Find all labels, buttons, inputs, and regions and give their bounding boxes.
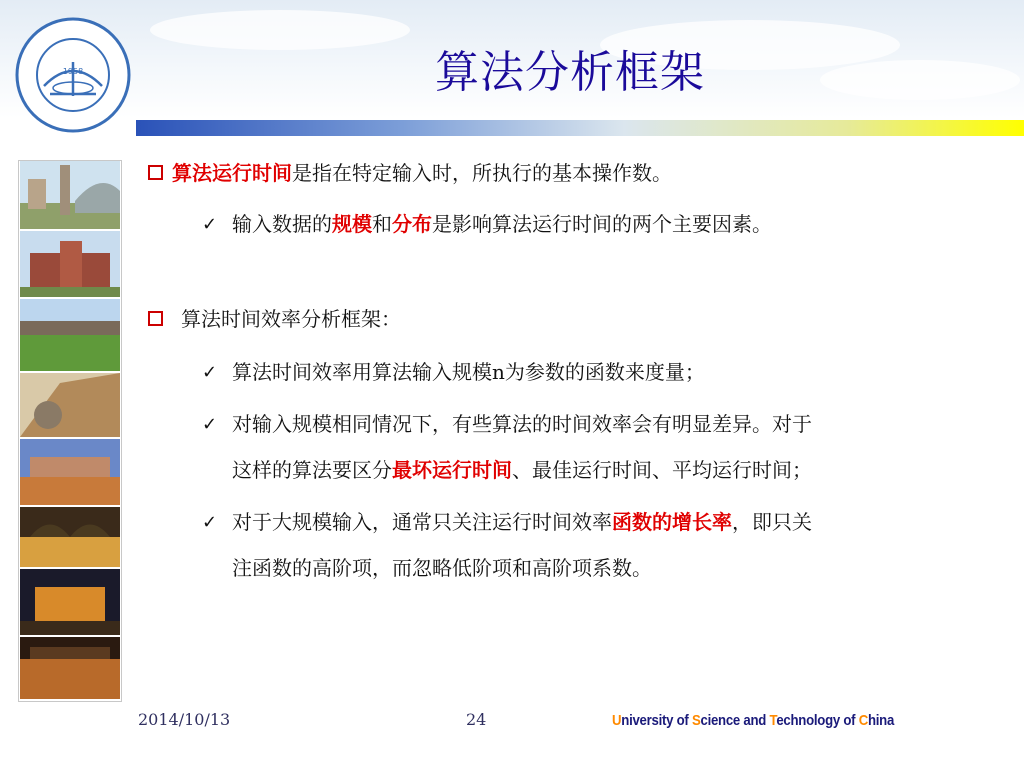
campus-photo [20,373,120,437]
campus-photo [20,299,120,371]
term-running-time: 算法运行时间 [172,161,292,185]
highlight-worst-case: 最坏运行时间 [392,458,512,482]
sub-bullet-cases-line1: 对输入规模相同情况下，有些算法的时间效率会有明显差异。对于 [232,412,812,436]
campus-photo [20,231,120,297]
highlight-scale: 规模 [332,212,372,236]
slide-title: 算法分析框架 [435,47,705,98]
checkmark-icon: ✓ [202,214,218,235]
checkmark-icon: ✓ [202,414,218,435]
campus-photo [20,439,120,505]
highlight-growth-rate: 函数的增长率 [612,510,732,534]
footer-university-name: University of Science and Technology of China [612,712,895,729]
checkmark-icon: ✓ [202,362,218,383]
highlight-distribution: 分布 [392,212,432,236]
campus-photo [20,507,120,567]
campus-photo [20,637,120,699]
hollow-square-bullet-icon [148,311,163,326]
hollow-square-bullet-icon [148,165,163,180]
campus-photo [20,569,120,635]
bullet-algorithm-runtime [148,163,672,183]
bullet-text: 是指在特定输入时，所执行的基本操作数。 [292,161,672,185]
sub-bullet-input-factors: 输入数据的规模和分布是影响算法运行时间的两个主要因素。 [232,212,772,236]
footer-date: 2014/10/13 [138,710,231,729]
sub-bullet-measure: 算法时间效率用算法输入规模n为参数的函数来度量； [232,360,705,384]
university-logo [14,16,132,134]
title-gradient-bar [136,120,1024,136]
checkmark-icon: ✓ [202,512,218,533]
campus-photo [20,161,120,229]
sub-bullet-growth-line1: 对于大规模输入，通常只关注运行时间效率函数的增长率，即只关 [232,510,812,534]
bullet-efficiency-framework: 算法时间效率分析框架： [148,309,401,329]
campus-photo-strip [18,160,122,702]
sub-bullet-growth-line2: 注函数的高阶项，而忽略低阶项和高阶项系数。 [232,556,652,580]
sub-bullet-cases-line2: 这样的算法要区分最坏运行时间、最佳运行时间、平均运行时间； [232,458,812,482]
logo-year: 1958 [62,67,84,76]
page-number: 24 [466,710,487,729]
